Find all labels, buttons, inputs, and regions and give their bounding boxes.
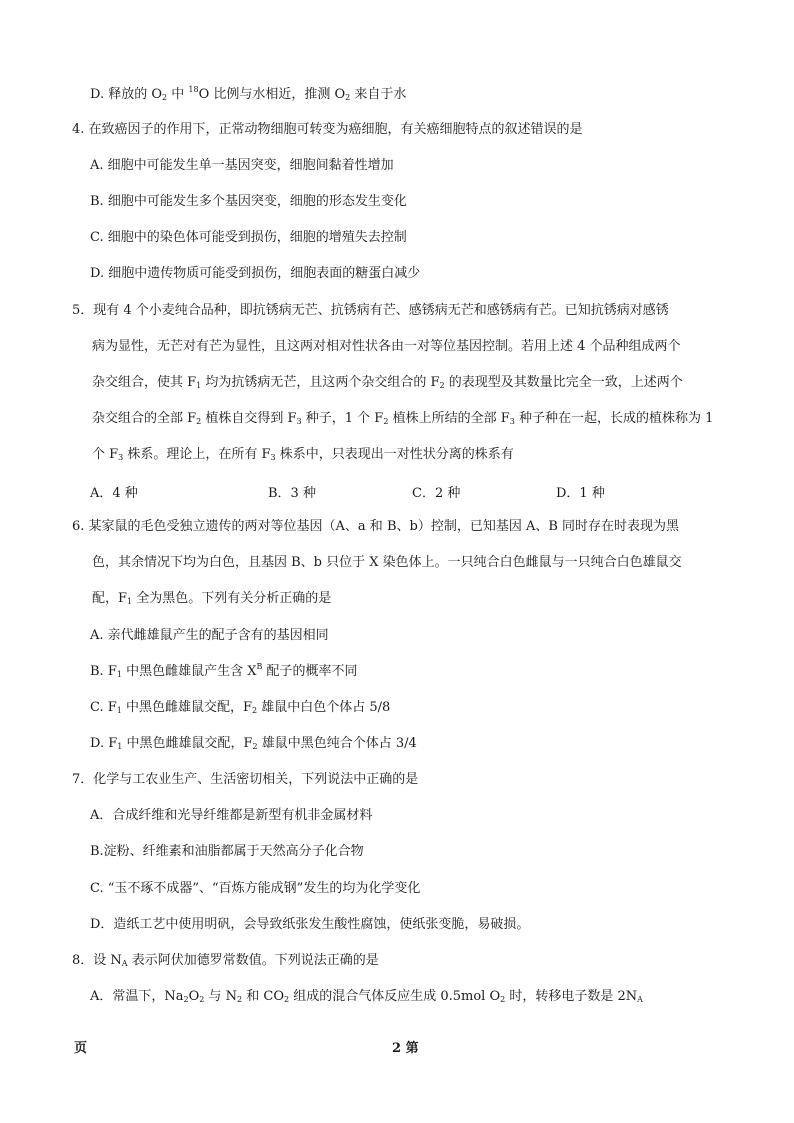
q8-option-a: A．常温下，$Na_2O_2$ 与 $N_2$ 和 $CO_2$ 组成的混合气体反应生成 0.5mol $O_2$ 时，转移电子数是 $2N_A$ (90, 989, 643, 1004)
q7-option-b: B.淀粉、纤维素和油脂都属于天然高分子化合物 (90, 844, 364, 859)
q5-choices (90, 482, 730, 500)
q5-option-b: B．3 种 (268, 486, 316, 501)
q4-option-b: B. 细胞中可能发生多个基因突变，细胞的形态发生变化 (90, 194, 407, 209)
q4-option-a: A. 细胞中可能发生单一基因突变，细胞间黏着性增加 (90, 158, 394, 173)
footer-page-number: 2 第 (392, 1041, 419, 1056)
q6-option-b: B. $F_1$ 中黑色雌雄鼠产生含 $X^B$ 配子的概率不同 (90, 662, 358, 679)
q3-option-d: D. 释放的 $O_2$ 中 $^{18}$O 比例与水相近，推测 $O_2$ 来自于水 (90, 85, 407, 102)
question-5-line-2: 病为显性，无芒对有芒为显性，且这两对相对性状各由一对等位基因控制。若用上述 4 个品种组成两个 (92, 339, 681, 354)
q6-option-d: D. $F_1$ 中黑色雌雄鼠交配，$F_2$ 雄鼠中黑色纯合个体占 3/4 (90, 736, 417, 751)
q5-option-d: D．1 种 (556, 486, 605, 501)
question-8: 8．设 $N_A$ 表示阿伏加德罗常数值。下列说法正确的是 (72, 953, 379, 968)
q6-option-a: A. 亲代雌雄鼠产生的配子含有的基因相同 (90, 628, 329, 643)
question-5-line-5: 个 $F_3$ 株系。理论上，在所有 $F_3$ 株系中，只表现出一对性状分离的株系有 (92, 447, 514, 462)
question-6-line-1: 6. 某家鼠的毛色受独立遗传的两对等位基因（A、a 和 B、b）控制，已知基因 A、B 同时存在时表现为黑 (72, 519, 680, 534)
q4-option-d: D. 细胞中遗传物质可能受到损伤，细胞表面的糖蛋白减少 (90, 266, 421, 281)
question-6-line-3: 配，$F_1$ 全为黑色。下列有关分析正确的是 (92, 591, 332, 606)
footer-page-label: 页 (74, 1041, 88, 1056)
q7-option-c: C. “玉不琢不成器”、“百炼方能成钢”发生的均为化学变化 (90, 881, 421, 896)
question-4: 4. 在致癌因子的作用下，正常动物细胞可转变为癌细胞，有关癌细胞特点的叙述错误的是 (72, 122, 583, 137)
question-5-line-3: 杂交组合，使其 $F_1$ 均为抗锈病无芒，且这两个杂交组合的 $F_2$ 的表现型及其数量比完全一致，上述两个 (92, 375, 683, 390)
q5-option-a: A．4 种 (90, 486, 138, 501)
question-6-line-2: 色，其余情况下均为白色，且基因 B、b 只位于 X 染色体上。一只纯合白色雌鼠与一只纯合白色雄鼠交 (92, 555, 682, 570)
question-5-line-4: 杂交组合的全部 $F_2$ 植株自交得到 $F_3$ 种子，1 个 $F_2$ 植株上所结的全部 $F_3$ 种子种在一起，长成的植株称为 1 (92, 411, 714, 426)
q7-option-a: A．合成纤维和光导纤维都是新型有机非金属材料 (90, 808, 373, 823)
q6-option-c: C. $F_1$ 中黑色雌雄鼠交配，$F_2$ 雄鼠中白色个体占 5/8 (90, 700, 391, 715)
q7-option-d: D．造纸工艺中使用明矾，会导致纸张发生酸性腐蚀，使纸张变脆，易破损。 (90, 917, 530, 932)
question-7: 7．化学与工农业生产、生活密切相关，下列说法中正确的是 (72, 772, 419, 787)
question-5-line-1: 5．现有 4 个小麦纯合品种，即抗锈病无芒、抗锈病有芒、感锈病无芒和感锈病有芒。已知抗锈病对感锈 (72, 303, 669, 318)
q5-option-c: C．2 种 (412, 486, 461, 501)
q4-option-c: C. 细胞中的染色体可能受到损伤，细胞的增殖失去控制 (90, 230, 407, 245)
